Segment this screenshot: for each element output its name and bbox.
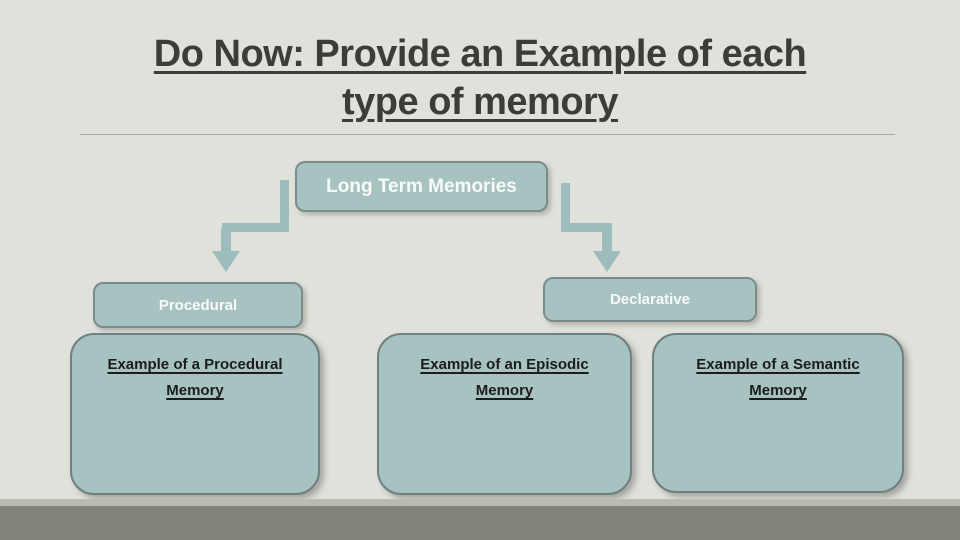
- example-box-episodic: [377, 333, 632, 495]
- node-declarative-label: Declarative: [609, 291, 691, 308]
- title-divider-line: [80, 134, 895, 135]
- example-box-procedural: [70, 333, 320, 495]
- connector-left-elbow: [222, 223, 289, 232]
- connector-left-arrowhead-icon: [212, 251, 240, 272]
- node-procedural-label: Procedural: [158, 296, 238, 314]
- slide-title: [0, 30, 960, 126]
- example-box-semantic: [652, 333, 904, 493]
- connector-right-arrowhead-icon: [593, 251, 621, 272]
- example-box-procedural-label-line2: Memory: [166, 382, 224, 399]
- node-declarative: [543, 277, 757, 322]
- bottom-strip-light: [0, 499, 960, 506]
- title-line-1: Do Now: Provide an Example of each: [153, 33, 807, 75]
- title-line-2: type of memory: [342, 81, 618, 123]
- example-box-semantic-label-line1: Example of a Semantic: [696, 356, 860, 373]
- example-box-episodic-label-line2: Memory: [475, 382, 534, 399]
- example-box-episodic-label-line1: Example of an Episodic: [420, 356, 589, 373]
- node-long-term-memories-label: Long Term Memories: [326, 175, 517, 197]
- bottom-bar: [0, 506, 960, 540]
- example-box-semantic-label-line2: Memory: [749, 382, 807, 399]
- example-box-procedural-label-line1: Example of a Procedural: [107, 356, 283, 373]
- node-long-term-memories: [295, 161, 548, 212]
- node-procedural: [93, 282, 303, 328]
